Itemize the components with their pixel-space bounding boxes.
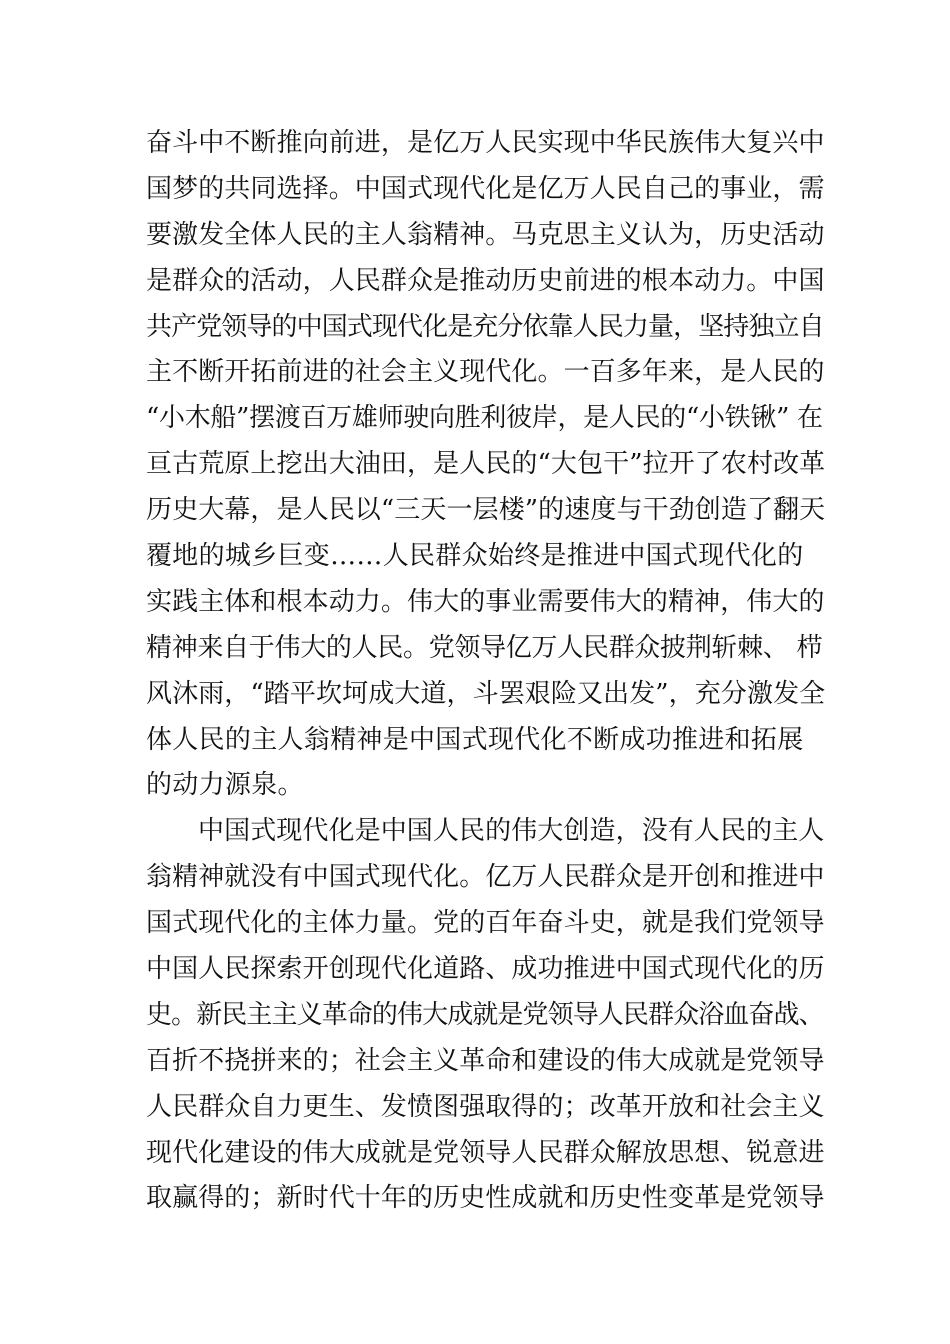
text-line: 国梦的共同选择。中国式现代化是亿万人民自己的事业，需 <box>146 173 825 204</box>
text-line: 奋斗中不断推向前进，是亿万人民实现中华民族伟大复兴中 <box>146 128 825 158</box>
text-line: 精神来自于伟大的人民。党领导亿万人民群众披荆斩棘、 栉 <box>146 632 823 663</box>
text-line: 要激发全体人民的主人翁精神。马克思主义认为，历史活动 <box>146 219 825 250</box>
text-line: 主不断开拓前进的社会主义现代化。一百多年来，是人民的 <box>146 357 825 388</box>
text-line: 覆地的城乡巨变……人民群众始终是推进中国式现代化的 <box>146 541 804 572</box>
text-line: 体人民的主人翁精神是中国式现代化不断成功推进和拓展 <box>146 724 804 755</box>
text-line: 实践主体和根本动力。伟大的事业需要伟大的精神，伟大的 <box>146 586 825 617</box>
text-line: 的动力源泉。 <box>146 770 304 801</box>
paragraph-1 <box>146 121 826 809</box>
text-line: 人民群众自力更生、发愤图强取得的；改革开放和社会主义 <box>146 1091 825 1122</box>
paragraph-2 <box>146 809 826 1222</box>
text-line: 史。新民主主义革命的伟大成就是党领导人民群众浴血奋战、 <box>146 999 824 1030</box>
text-line: 亘古荒原上挖出大油田，是人民的“大包干”拉开了农村改革 <box>146 449 826 480</box>
text-line: “小木船”摆渡百万雄师驶向胜利彼岸，是人民的“小铁锹” 在 <box>146 403 823 434</box>
text-line: 翁精神就没有中国式现代化。亿万人民群众是开创和推进中 <box>146 862 825 893</box>
text-line: 现代化建设的伟大成就是党领导人民群众解放思想、锐意进 <box>146 1137 825 1168</box>
text-line: 国式现代化的主体力量。党的百年奋斗史，就是我们党领导 <box>146 908 825 939</box>
text-line: 是群众的活动，人民群众是推动历史前进的根本动力。中国 <box>146 265 825 296</box>
text-line: 中国式现代化是中国人民的伟大创造，没有人民的主人 <box>198 816 825 847</box>
text-line: 历史大幕，是人民以“三天一层楼”的速度与干劲创造了翻天 <box>146 495 826 526</box>
text-line: 取赢得的；新时代十年的历史性成就和历史性变革是党领导 <box>146 1183 825 1214</box>
text-line: 风沐雨，“踏平坎坷成大道，斗罢艰险又出发”，充分激发全 <box>146 678 826 709</box>
text-line: 共产党领导的中国式现代化是充分依靠人民力量，坚持独立自 <box>146 311 824 342</box>
text-line: 百折不挠拼来的；社会主义革命和建设的伟大成就是党领导 <box>146 1045 825 1076</box>
text-line: 中国人民探索开创现代化道路、成功推进中国式现代化的历 <box>146 954 825 985</box>
body-text <box>146 121 826 1222</box>
